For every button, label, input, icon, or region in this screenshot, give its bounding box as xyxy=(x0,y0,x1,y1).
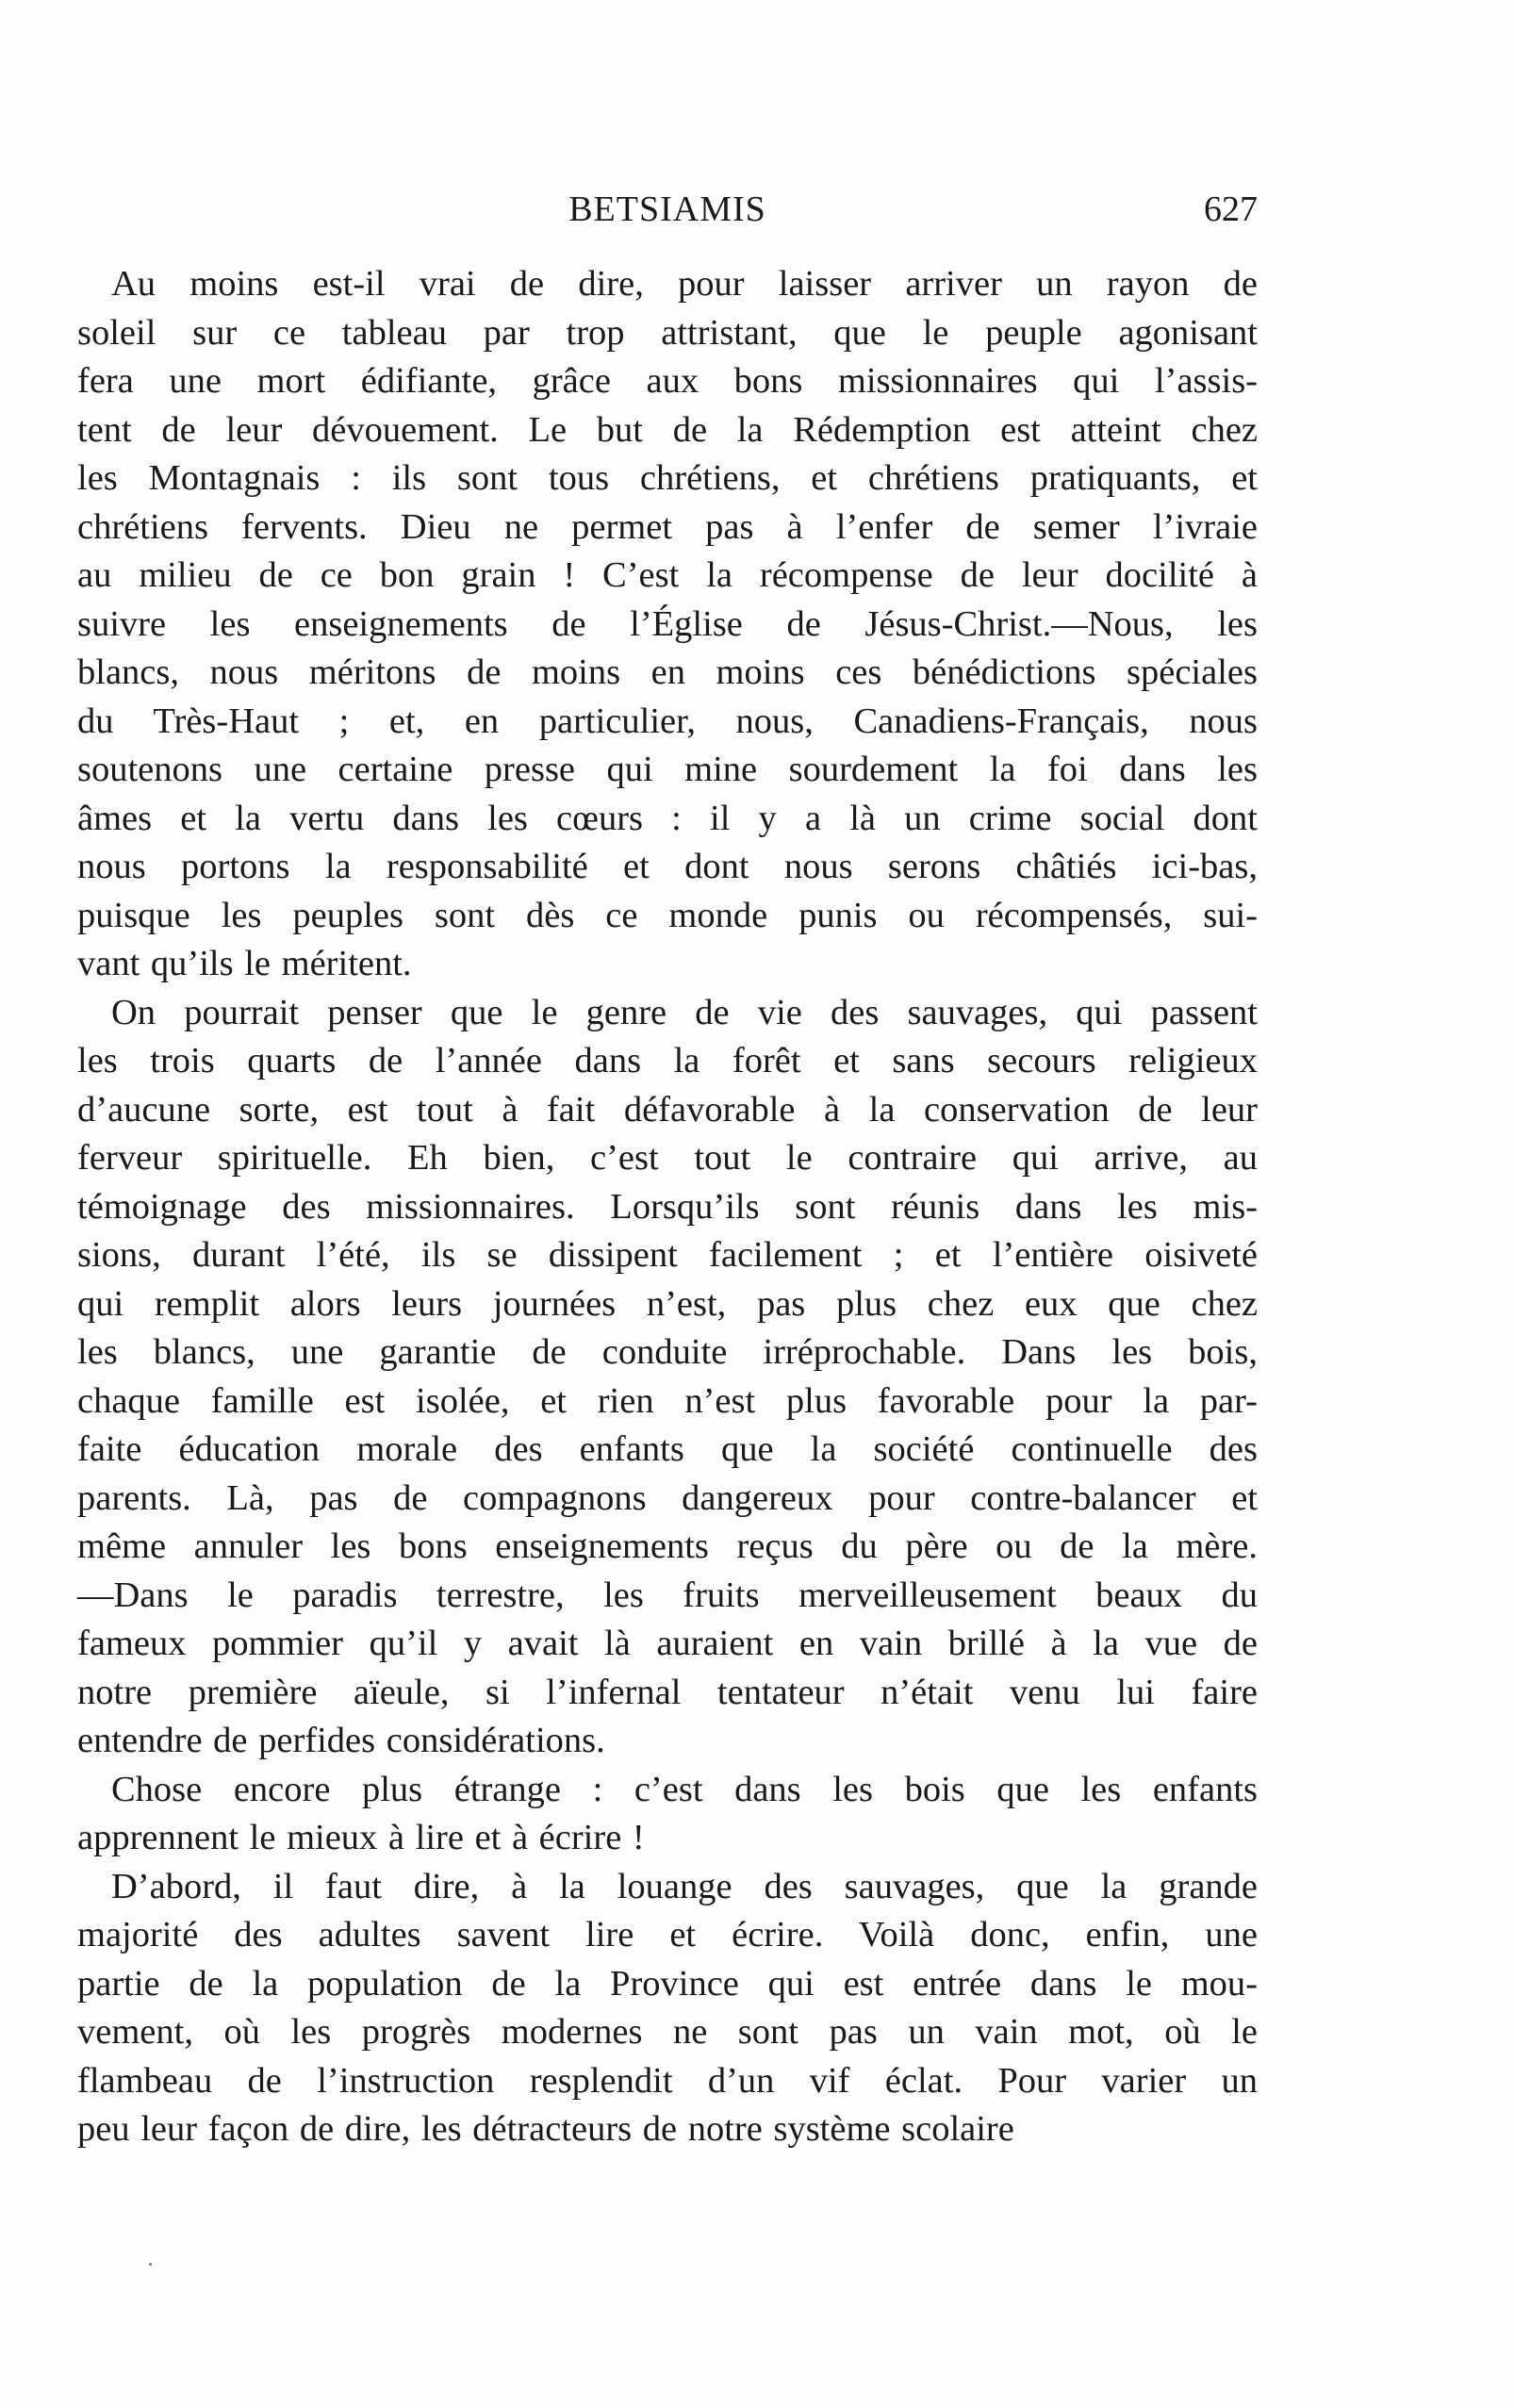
paragraph xyxy=(77,1863,1258,2154)
text-line: sions, durant l’été, ils se dissipent facilement ; et l’entière oisiveté xyxy=(77,1235,1258,1275)
text-line: vant qu’ils le méritent. xyxy=(77,944,412,983)
text-line: puisque les peuples sont dès ce monde punis ou récompensés, sui- xyxy=(77,895,1258,935)
text-line: D’abord, il faut dire, à la louange des sauvages, que la grande xyxy=(111,1866,1258,1906)
text-line: soleil sur ce tableau par trop attristant, que le peuple agonisant xyxy=(77,312,1258,353)
text-line: Au moins est-il vrai de dire, pour laisser arriver un rayon de xyxy=(111,264,1258,304)
paragraph xyxy=(77,260,1258,989)
text-line: fameux pommier qu’il y avait là auraient en vain brillé à la vue de xyxy=(77,1624,1258,1663)
page-number: 627 xyxy=(1204,190,1258,229)
text-line: chaque famille est isolée, et rien n’est plus favorable pour la par- xyxy=(77,1380,1258,1421)
text-line: au milieu de ce bon grain ! C’est la récompense de leur docilité à xyxy=(77,555,1258,595)
scan-speck xyxy=(149,2263,152,2266)
text-line: du Très-Haut ; et, en particulier, nous, Canadiens-Français, nous xyxy=(77,701,1258,741)
text-line: chrétiens fervents. Dieu ne permet pas à l’enfer de semer l’ivraie xyxy=(77,506,1258,547)
text-line: faite éducation morale des enfants que la société continuelle des xyxy=(77,1429,1258,1469)
text-line: âmes et la vertu dans les cœurs : il y a là un crime social dont xyxy=(77,798,1258,838)
text-line: —Dans le paradis terrestre, les fruits merveilleusement beaux du xyxy=(77,1575,1258,1615)
text-line: parents. Là, pas de compagnons dangereux pour contre-balancer et xyxy=(77,1477,1258,1518)
text-line: notre première aïeule, si l’infernal tentateur n’était venu lui faire xyxy=(77,1672,1258,1712)
text-line: suivre les enseignements de l’Église de Jésus-Christ.—Nous, les xyxy=(77,603,1258,644)
running-title: BETSIAMIS xyxy=(568,190,766,229)
text-line: qui remplit alors leurs journées n’est, pas plus chez eux que chez xyxy=(77,1283,1258,1324)
body-text xyxy=(77,260,1258,2154)
text-line: même annuler les bons enseignements reçus du père ou de la mère. xyxy=(77,1526,1258,1566)
text-line: témoignage des missionnaires. Lorsqu’ils sont réunis dans les mis- xyxy=(77,1186,1258,1227)
text-line: d’aucune sorte, est tout à fait défavorable à la conservation de leur xyxy=(77,1089,1258,1130)
text-line: les blancs, une garantie de conduite irréprochable. Dans les bois, xyxy=(77,1332,1258,1372)
text-line: les trois quarts de l’année dans la forêt et sans secours religieux xyxy=(77,1041,1258,1080)
text-line: fera une mort édifiante, grâce aux bons missionnaires qui l’assis- xyxy=(77,361,1258,401)
text-line: On pourrait penser que le genre de vie des sauvages, qui passent xyxy=(111,992,1258,1032)
text-line: nous portons la responsabilité et dont nous serons châtiés ici-bas, xyxy=(77,847,1258,886)
text-line: soutenons une certaine presse qui mine sourdement la foi dans les xyxy=(77,750,1258,789)
text-line: ferveur spirituelle. Eh bien, c’est tout le contraire qui arrive, au xyxy=(77,1138,1258,1178)
paragraph xyxy=(77,1766,1258,1863)
text-line: partie de la population de la Province qui est entrée dans le mou- xyxy=(77,1963,1258,2004)
text-line: blancs, nous méritons de moins en moins ces bénédictions spéciales xyxy=(77,652,1258,692)
text-line: majorité des adultes savent lire et écrire. Voilà donc, enfin, une xyxy=(77,1915,1258,1954)
text-line: peu leur façon de dire, les détracteurs de notre système scolaire xyxy=(77,2109,1014,2149)
text-line: apprennent le mieux à lire et à écrire ! xyxy=(77,1818,645,1857)
text-line: tent de leur dévouement. Le but de la Rédemption est atteint chez xyxy=(77,409,1258,450)
text-line: entendre de perfides considérations. xyxy=(77,1721,605,1760)
text-line: flambeau de l’instruction resplendit d’un vif éclat. Pour varier un xyxy=(77,2060,1258,2101)
text-line: les Montagnais : ils sont tous chrétiens, et chrétiens pratiquants, et xyxy=(77,458,1258,498)
paragraph xyxy=(77,989,1258,1766)
text-line: vement, où les progrès modernes ne sont pas un vain mot, où le xyxy=(77,2012,1258,2052)
text-line: Chose encore plus étrange : c’est dans les bois que les enfants xyxy=(111,1769,1258,1809)
running-header xyxy=(77,181,1258,238)
